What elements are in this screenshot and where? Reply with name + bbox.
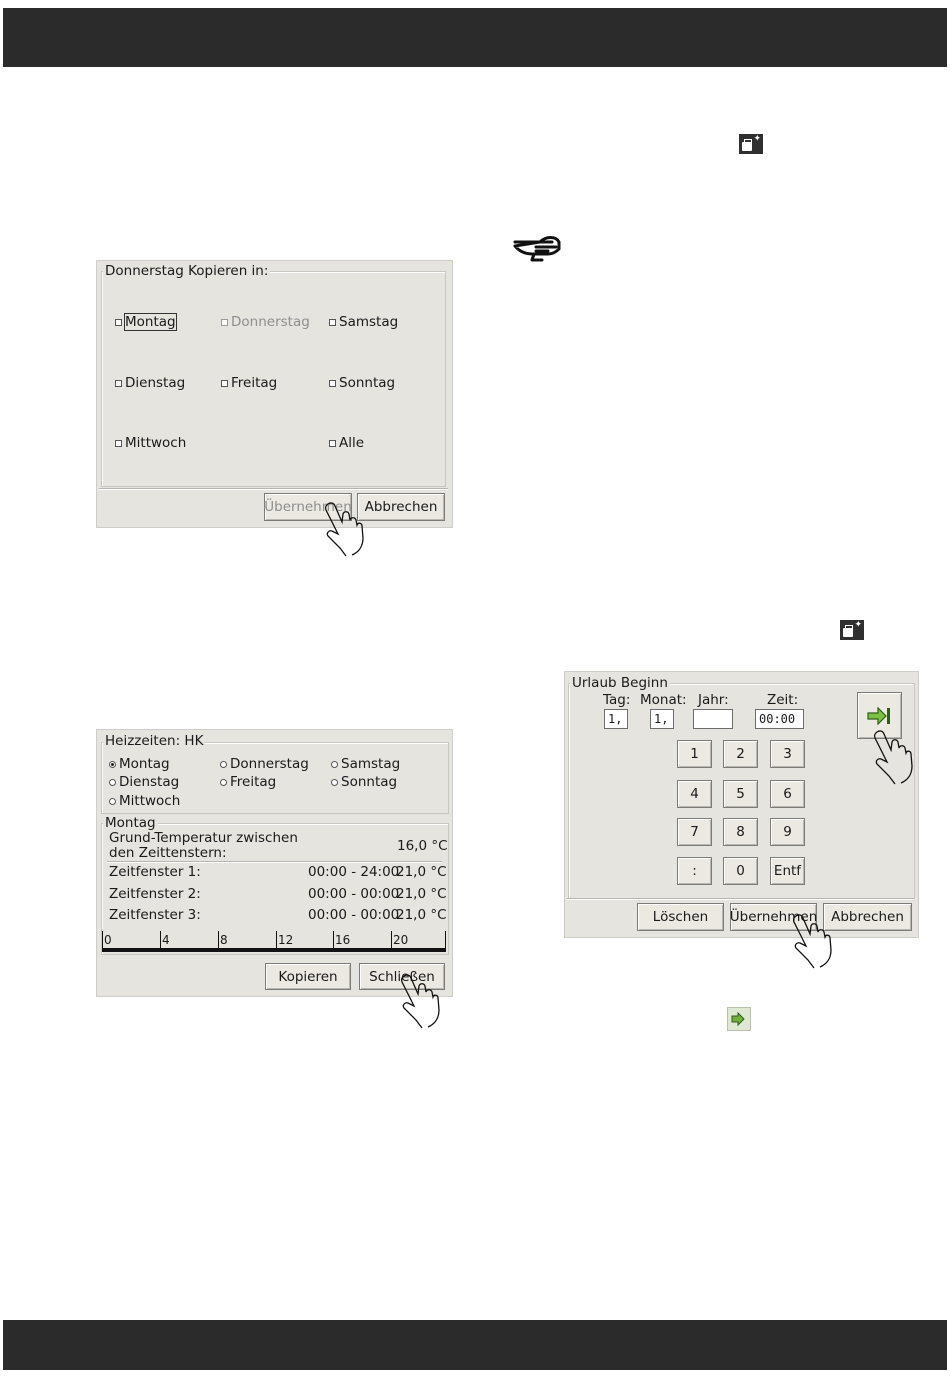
footer-bar bbox=[3, 1320, 947, 1370]
vacation-suitcase-icon: ✦ bbox=[739, 134, 763, 154]
green-arrow-next-icon bbox=[727, 1007, 751, 1031]
checkbox-samstag[interactable] bbox=[329, 314, 398, 330]
radio-label: Dienstag bbox=[119, 774, 180, 790]
keypad-delete[interactable]: Entf bbox=[770, 857, 805, 885]
touch-hand-icon bbox=[398, 972, 444, 1030]
checkbox-alle[interactable] bbox=[329, 435, 364, 451]
year-field[interactable] bbox=[693, 709, 733, 729]
window-1-label: Zeitfenster 1: bbox=[109, 864, 201, 880]
checkbox-mittwoch[interactable] bbox=[115, 435, 186, 451]
keypad-0[interactable]: 0 bbox=[723, 857, 758, 885]
keypad-4[interactable]: 4 bbox=[677, 780, 712, 808]
copy-button[interactable]: Kopieren bbox=[265, 963, 351, 990]
scale-tick: 0 bbox=[104, 933, 112, 947]
keypad-3[interactable]: 3 bbox=[770, 740, 805, 768]
checkbox-label: Sonntag bbox=[339, 375, 396, 391]
radio-label: Sonntag bbox=[341, 774, 398, 790]
checkbox-montag[interactable] bbox=[115, 314, 176, 330]
cancel-button[interactable]: Abbrechen bbox=[823, 903, 912, 931]
checkbox-label: Samstag bbox=[339, 314, 399, 330]
checkbox-sonntag[interactable] bbox=[329, 375, 395, 391]
copy-dialog-title: Donnerstag Kopieren in: bbox=[105, 263, 269, 279]
window-2-time: 00:00 - 00:00 bbox=[308, 886, 400, 902]
divider bbox=[567, 898, 914, 900]
time-label: Zeit: bbox=[767, 692, 799, 708]
checkbox-dienstag[interactable] bbox=[115, 375, 185, 391]
checkbox-label: Donnerstag bbox=[231, 314, 310, 330]
keypad-7[interactable]: 7 bbox=[677, 818, 712, 846]
keypad-9[interactable]: 9 bbox=[770, 818, 805, 846]
scale-tick: 8 bbox=[220, 933, 228, 947]
radio-samstag[interactable] bbox=[331, 756, 400, 772]
vacation-suitcase-icon: ✦ bbox=[840, 620, 864, 640]
divider bbox=[107, 861, 442, 863]
year-label: Jahr: bbox=[698, 692, 729, 708]
cancel-button[interactable]: Abbrechen bbox=[357, 493, 445, 521]
window-1-time: 00:00 - 24:00 bbox=[308, 864, 400, 880]
window-1-temp: 21,0 °C bbox=[396, 864, 447, 880]
time-scale bbox=[102, 931, 446, 953]
checkbox-label: Freitag bbox=[231, 375, 278, 391]
apply-button[interactable]: Übernehmen bbox=[730, 903, 817, 931]
checkbox-donnerstag[interactable] bbox=[221, 314, 310, 330]
radio-label: Mittwoch bbox=[119, 793, 181, 809]
checkbox-label: Mittwoch bbox=[125, 435, 187, 451]
scale-tick: 20 bbox=[393, 933, 409, 947]
delete-button[interactable]: Löschen bbox=[637, 903, 724, 931]
keypad-1[interactable]: 1 bbox=[677, 740, 712, 768]
radio-donnerstag[interactable] bbox=[220, 756, 309, 772]
scale-tick: 16 bbox=[335, 933, 351, 947]
heating-dialog-title: Heizzeiten: HK bbox=[105, 733, 204, 749]
base-temp-value: 16,0 °C bbox=[397, 838, 448, 854]
header-bar bbox=[3, 8, 947, 67]
checkbox-label: Alle bbox=[339, 435, 365, 451]
heating-times-dialog bbox=[96, 729, 453, 997]
day-label: Tag: bbox=[603, 692, 631, 708]
window-3-time: 00:00 - 00:00 bbox=[308, 907, 400, 923]
radio-label: Montag bbox=[119, 756, 170, 772]
keypad-8[interactable]: 8 bbox=[723, 818, 758, 846]
close-button[interactable]: Schließen bbox=[359, 963, 445, 990]
keypad-6[interactable]: 6 bbox=[770, 780, 805, 808]
window-2-temp: 21,0 °C bbox=[396, 886, 447, 902]
copy-day-dialog bbox=[96, 260, 453, 528]
day-detail-title: Montag bbox=[105, 815, 156, 831]
touch-hand-icon bbox=[790, 912, 836, 970]
checkbox-label: Montag bbox=[125, 314, 176, 330]
window-3-temp: 21,0 °C bbox=[396, 907, 447, 923]
radio-mittwoch[interactable] bbox=[109, 793, 180, 809]
checkbox-freitag[interactable] bbox=[221, 375, 277, 391]
pointing-hand-icon bbox=[512, 232, 564, 268]
keypad-colon[interactable]: : bbox=[677, 857, 712, 885]
base-temp-label-2: den Zeittenstern: bbox=[109, 845, 227, 861]
radio-label: Donnerstag bbox=[230, 756, 309, 772]
day-field[interactable]: 1, bbox=[604, 709, 628, 729]
green-arrow-next-icon bbox=[865, 704, 895, 728]
touch-hand-icon bbox=[871, 728, 917, 786]
vacation-dialog-title: Urlaub Beginn bbox=[572, 675, 668, 691]
radio-label: Freitag bbox=[230, 774, 277, 790]
apply-button[interactable]: Übernehmen bbox=[264, 493, 352, 521]
keypad-2[interactable]: 2 bbox=[723, 740, 758, 768]
vacation-start-dialog bbox=[564, 671, 919, 938]
radio-label: Samstag bbox=[341, 756, 401, 772]
checkbox-label: Dienstag bbox=[125, 375, 186, 391]
touch-hand-icon bbox=[322, 500, 368, 558]
window-3-label: Zeitfenster 3: bbox=[109, 907, 201, 923]
month-label: Monat: bbox=[640, 692, 687, 708]
keypad-5[interactable]: 5 bbox=[723, 780, 758, 808]
radio-sonntag[interactable] bbox=[331, 774, 397, 790]
radio-freitag[interactable] bbox=[220, 774, 276, 790]
month-field[interactable]: 1, bbox=[650, 709, 674, 729]
scale-tick: 12 bbox=[278, 933, 294, 947]
base-temp-label: Grund-Temperatur zwischen bbox=[109, 830, 298, 846]
window-2-label: Zeitfenster 2: bbox=[109, 886, 201, 902]
radio-dienstag[interactable] bbox=[109, 774, 179, 790]
radio-montag[interactable] bbox=[109, 756, 170, 772]
scale-tick: 4 bbox=[162, 933, 170, 947]
divider bbox=[99, 488, 448, 490]
time-field[interactable]: 00:00 bbox=[755, 709, 804, 729]
